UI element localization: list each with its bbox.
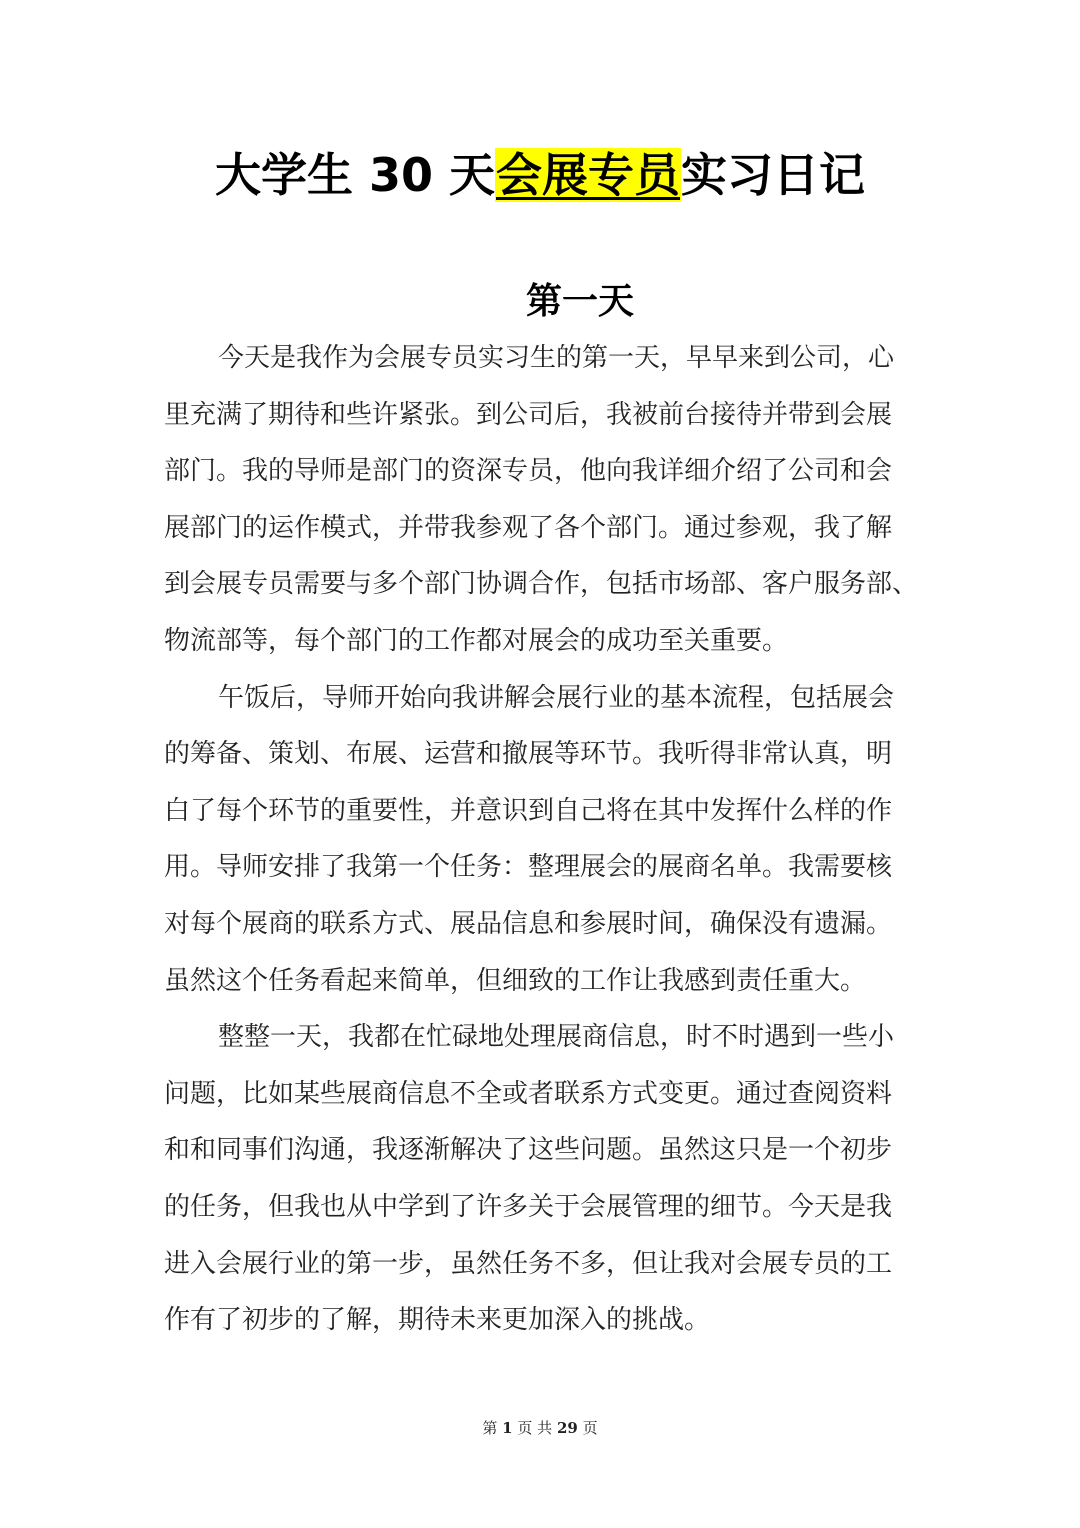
day-heading: 第一天 xyxy=(525,281,634,322)
paragraph: 今天是我作为会展专员实习生的第一天，早早来到公司，心 里充满了期待和些许紧张。到公司后，我被前台接待并带到会展 部门。我的导师是部门的资深专员，他向我详细介绍了公司和会 展部门的运作模式，并带我参观了各个部门。通过参观，我了解 到会展专员需要与多个部门协调合作，包括市场部、客户服务部、 物流部等，每个部门的工作都对展会的成功至关重要。 xyxy=(164,343,919,656)
current-page-number: 1 xyxy=(502,1419,513,1437)
footer-label: 第 xyxy=(482,1419,498,1437)
paragraph: 午饭后，导师开始向我讲解会展行业的基本流程，包括展会 的筹备、策划、布展、运营和撤展等环节。我听得非常认真，明 白了每个环节的重要性，并意识到自己将在其中发挥什么样的作 用。导师安排了我第一个任务：整理展会的展商名单。我需要核 对每个展商的联系方式、展品信息和参展时间，确保没有遗漏。 虽然这个任务看起来简单，但细致的工作让我感到责任重大。 xyxy=(164,682,895,996)
title-highlight: 会展专员 xyxy=(496,148,681,202)
footer-label: 页 共 xyxy=(517,1419,553,1437)
diary-body xyxy=(164,330,918,1349)
page-footer xyxy=(0,1416,1080,1440)
paragraph: 整整一天，我都在忙碌地处理展商信息，时不时遇到一些小 问题，比如某些展商信息不全或者联系方式变更。通过查阅资料 和和同事们沟通，我逐渐解决了这些问题。虽然这只是一个初步 的任务，但我也从中学到了许多关于会展管理的细节。今天是我 进入会展行业的第一步，虽然任务不多，但让我对会展专员的工 作有了初步的了解，期待未来更加深入的挑战。 xyxy=(164,1022,895,1336)
footer-label: 页 xyxy=(582,1419,598,1437)
page-title xyxy=(0,138,1080,212)
title-suffix: 实习日记 xyxy=(681,148,866,202)
total-pages-number: 29 xyxy=(556,1419,578,1437)
title-prefix: 大学生 30 天 xyxy=(214,148,496,202)
